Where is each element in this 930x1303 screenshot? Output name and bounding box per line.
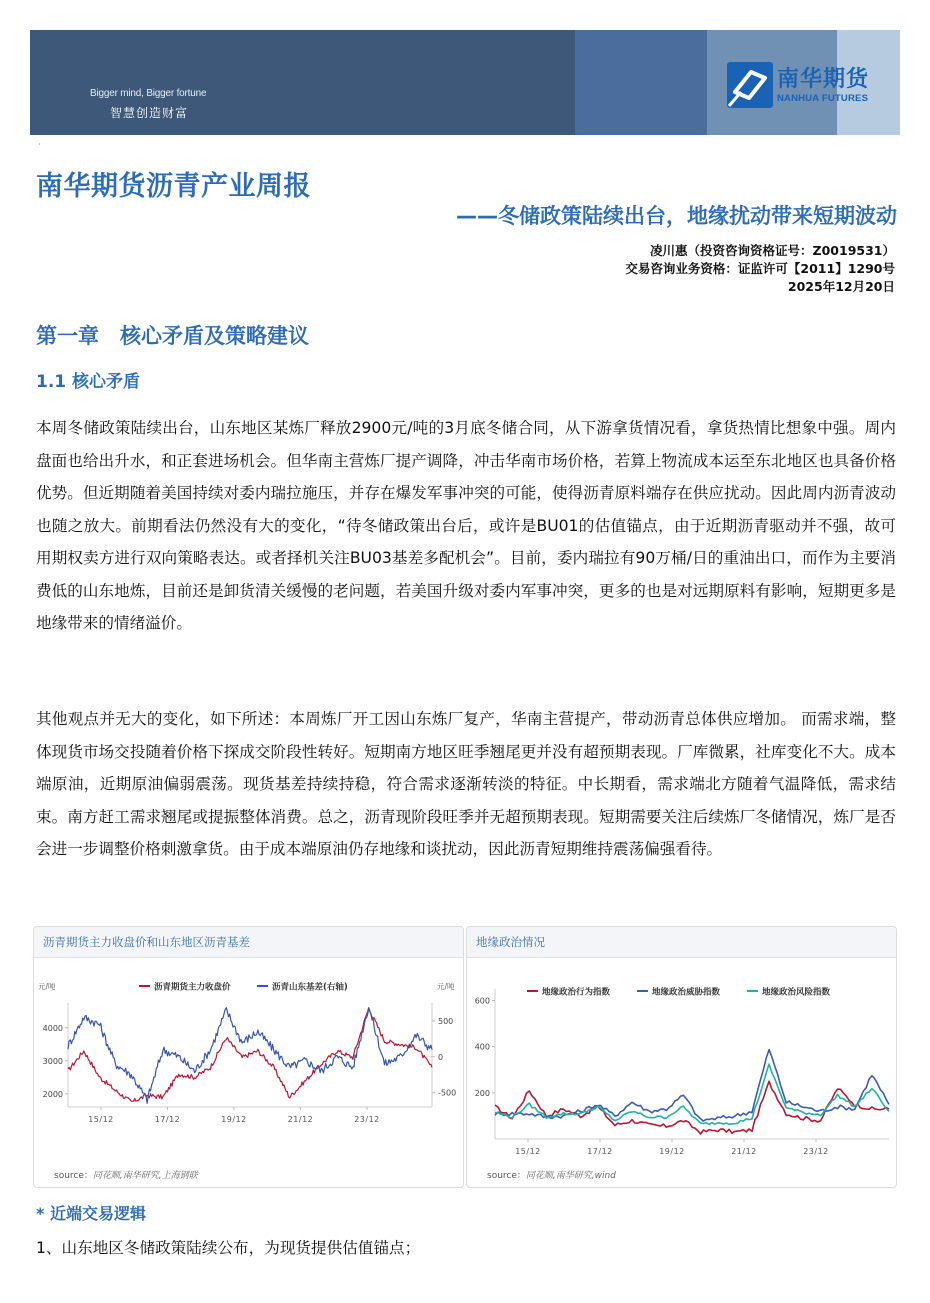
banner-band [575,30,707,135]
svg-text:21/12: 21/12 [287,1115,314,1124]
svg-text:15/12: 15/12 [515,1147,541,1156]
svg-text:15/12: 15/12 [88,1115,114,1124]
svg-text:0: 0 [438,1052,444,1062]
chart-source: source：同花顺,南华研究,wind [487,1171,616,1181]
company-logo [727,62,869,108]
section-heading: 1.1 核心矛盾 [36,372,141,392]
line-chart [467,959,897,1159]
report-date: 2025年12月20日 [787,279,895,294]
line-chart [34,959,464,1159]
svg-text:600: 600 [474,996,490,1006]
legend-label: 沥青山东基差(右轴) [272,982,348,993]
svg-text:4000: 4000 [42,1023,63,1033]
license-line: 交易咨询业务资格：证监许可【2011】1290号 [625,261,895,276]
svg-text:3000: 3000 [42,1056,63,1066]
logo-name-en: NANHUA FUTURES [777,92,869,104]
body-paragraph: 本周冬储政策陆续出台，山东地区某炼厂释放2900元/吨的3月底冬储合同，从下游拿货情况看，拿货热情比想象中强。周内盘面也给出升水，和正套进场机会。但华南主营炼厂提产调降，冲击华南市场价格，若算上物流成本运至东北地区也具备价格优势。但近期随着美国持续对委内瑞拉施压，并存在爆发军事冲突的可能，使得沥青原料端存在供应扰动。因此周内沥青波动也随之放大。前期看法仍然没有大的变化，“待冬储政策出台后，或许是BU01的估值锚点，由于近期沥青驱动并不强，故可用期权卖方进行双向策略表达。或者择机关注BU03基差多配机会”。目前，委内瑞拉有90万桶/日的重油出口，而作为主要消费低的山东地炼，目前还是卸货清关缓慢的老问题，若美国升级对委内军事冲突，更多的也是对远期原料有影响，短期更多是地缘带来的情绪溢价。 [36,419,896,632]
svg-text:500: 500 [438,1016,454,1026]
svg-text:元/吨: 元/吨 [437,982,455,991]
series-line [68,1008,432,1101]
chart-title: 沥青期货主力收盘价和山东地区沥青基差 [34,927,463,958]
svg-text:-500: -500 [438,1088,457,1098]
svg-text:23/12: 23/12 [803,1147,829,1156]
logic-heading: * 近端交易逻辑 [36,1204,146,1223]
body-paragraph: 其他观点并无大的变化，如下所述：本周炼厂开工因山东炼厂复产，华南主营提产，带动沥青总体供应增加。 而需求端，整体现货市场交投随着价格下探成交阶段性转好。短期南方地区旺季翘尾更并没有超预期表现。厂库微累，社库变化不大。成本端原油，近期原油偏弱震荡。现货基差持续持稳，符合需求逐渐转淡的特征。中长期看，需求端北方随着气温降低，需求结束。南方赶工需求翘尾或提振整体消费。总之，沥青现阶段旺季并无超预期表现。短期需要关注后续炼厂冬储情况，炼厂是否会进一步调整价格刺激拿货。由于成本端原油仍存地缘和谈扰动，因此沥青短期维持震荡偏强看待。 [36,710,896,858]
svg-text:17/12: 17/12 [587,1147,613,1156]
svg-text:2000: 2000 [42,1089,63,1099]
legend-label: 地缘政治行为指数 [542,987,611,998]
chart-title: 地缘政治情况 [467,927,896,958]
svg-text:23/12: 23/12 [354,1115,380,1124]
report-subtitle: ——冬储政策陆续出台，地缘扰动带来短期波动 [456,204,897,228]
svg-text:元/吨: 元/吨 [38,982,56,991]
author-line: 凌川惠（投资咨询资格证号：Z0019531） [650,243,895,258]
chart-source: source：同花顺,南华研究,上海钢联 [54,1171,198,1181]
series-line [495,1064,889,1124]
logic-item: 1、山东地区冬储政策陆续公布，为现货提供估值锚点； [36,1239,421,1257]
legend-label: 地缘政治风险指数 [762,987,831,998]
legend-label: 沥青期货主力收盘价 [154,982,231,993]
svg-text:200: 200 [474,1088,490,1098]
report-meta [625,242,895,296]
legend-label: 地缘政治威胁指数 [652,987,721,998]
slogan-en: Bigger mind, Bigger fortune [90,88,207,99]
slogan-cn: 智慧创造财富 [110,106,189,120]
chapter-heading: 第一章 核心矛盾及策略建议 [36,324,309,348]
svg-text:19/12: 19/12 [659,1147,685,1156]
chart-card-geopolitics [466,926,897,1188]
svg-text:19/12: 19/12 [221,1115,247,1124]
logo-name-cn: 南华期货 [777,66,870,92]
bullet-dot: · [38,140,41,149]
chart-card-price-basis [33,926,464,1188]
svg-text:17/12: 17/12 [154,1115,181,1124]
svg-text:21/12: 21/12 [731,1147,757,1156]
report-title: 南华期货沥青产业周报 [36,171,311,202]
series-line [68,1008,432,1104]
logo-mark-icon [727,62,773,108]
series-line [495,1050,889,1121]
svg-text:400: 400 [474,1042,490,1052]
header-banner [30,30,900,135]
